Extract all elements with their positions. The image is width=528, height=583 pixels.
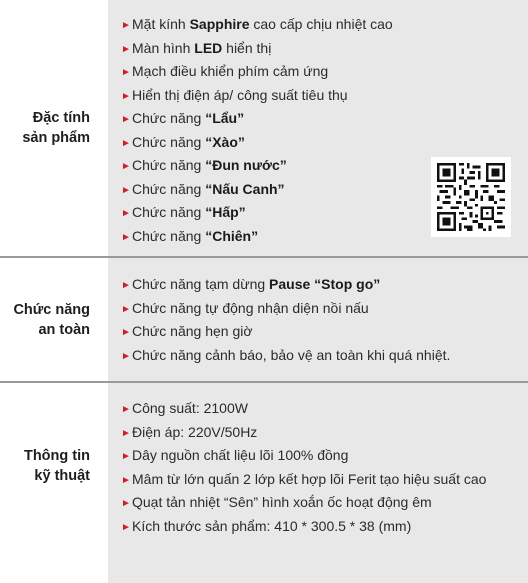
list-item: ►Mạch điều khiển phím cảm ứng	[121, 62, 328, 82]
section-safety-features	[0, 258, 528, 381]
red-triangle-right-icon: ►	[121, 304, 131, 315]
list-item: ►Chức năng hẹn giờ	[121, 322, 253, 342]
list-item: ►Chức năng “Xào”	[121, 133, 245, 153]
section-label-cell	[0, 258, 108, 381]
red-triangle-right-icon: ►	[121, 138, 131, 149]
red-triangle-right-icon: ►	[121, 475, 131, 486]
red-triangle-right-icon: ►	[121, 67, 131, 78]
list-item: ►Hiển thị điện áp/ công suất tiêu thụ	[121, 86, 348, 106]
section-label-cell	[0, 383, 108, 583]
list-item: ►Chức năng cảnh báo, bảo vệ an toàn khi quá nhiệt.	[121, 346, 450, 366]
red-triangle-right-icon: ►	[121, 280, 131, 291]
list-item: ►Công suất: 2100W	[121, 399, 248, 419]
list-item: ►Chức năng “Chiên”	[121, 227, 258, 247]
red-triangle-right-icon: ►	[121, 44, 131, 55]
list-item: ►Kích thước sản phẩm: 410 * 300.5 * 38 (mm)	[121, 517, 411, 537]
qr-code[interactable]	[431, 157, 511, 237]
section-content	[108, 258, 528, 381]
list-item: ►Chức năng “Nấu Canh”	[121, 180, 285, 200]
red-triangle-right-icon: ►	[121, 451, 131, 462]
section-label: Đặc tính sản phẩm	[22, 110, 90, 146]
red-triangle-right-icon: ►	[121, 428, 131, 439]
red-triangle-right-icon: ►	[121, 404, 131, 415]
section-technical-info	[0, 383, 528, 583]
red-triangle-right-icon: ►	[121, 20, 131, 31]
red-triangle-right-icon: ►	[121, 351, 131, 362]
list-item: ►Chức năng “Đun nước”	[121, 156, 287, 176]
red-triangle-right-icon: ►	[121, 185, 131, 196]
list-item: ►Dây nguồn chất liệu lõi 100% đồng	[121, 446, 348, 466]
red-triangle-right-icon: ►	[121, 522, 131, 533]
list-item: ►Mâm từ lớn quấn 2 lớp kết hợp lõi Ferit tạo hiệu suất cao	[121, 470, 486, 490]
red-triangle-right-icon: ►	[121, 161, 131, 172]
red-triangle-right-icon: ►	[121, 208, 131, 219]
section-label: Chức năng an toàn	[13, 301, 90, 338]
red-triangle-right-icon: ►	[121, 91, 131, 102]
list-item: ►Màn hình LED hiển thị	[121, 39, 271, 59]
section-content	[108, 383, 528, 583]
list-item: ►Điện áp: 220V/50Hz	[121, 423, 257, 443]
list-item: ►Chức năng tạm dừng Pause “Stop go”	[121, 275, 380, 295]
list-item: ►Quạt tản nhiệt “Sên” hình xoắn ốc hoạt động êm	[121, 493, 432, 513]
red-triangle-right-icon: ►	[121, 498, 131, 509]
list-item: ►Chức năng “Lẩu”	[121, 109, 244, 129]
qr-code-icon	[437, 163, 505, 231]
red-triangle-right-icon: ►	[121, 327, 131, 338]
list-item: ►Mặt kính Sapphire cao cấp chịu nhiệt cao	[121, 15, 393, 35]
section-label-cell	[0, 0, 108, 256]
list-item: ►Chức năng tự động nhận diện nồi nấu	[121, 299, 369, 319]
red-triangle-right-icon: ►	[121, 114, 131, 125]
list-item: ►Chức năng “Hấp”	[121, 203, 246, 223]
section-label: Thông tin kỹ thuật	[23, 448, 90, 484]
red-triangle-right-icon: ►	[121, 232, 131, 243]
